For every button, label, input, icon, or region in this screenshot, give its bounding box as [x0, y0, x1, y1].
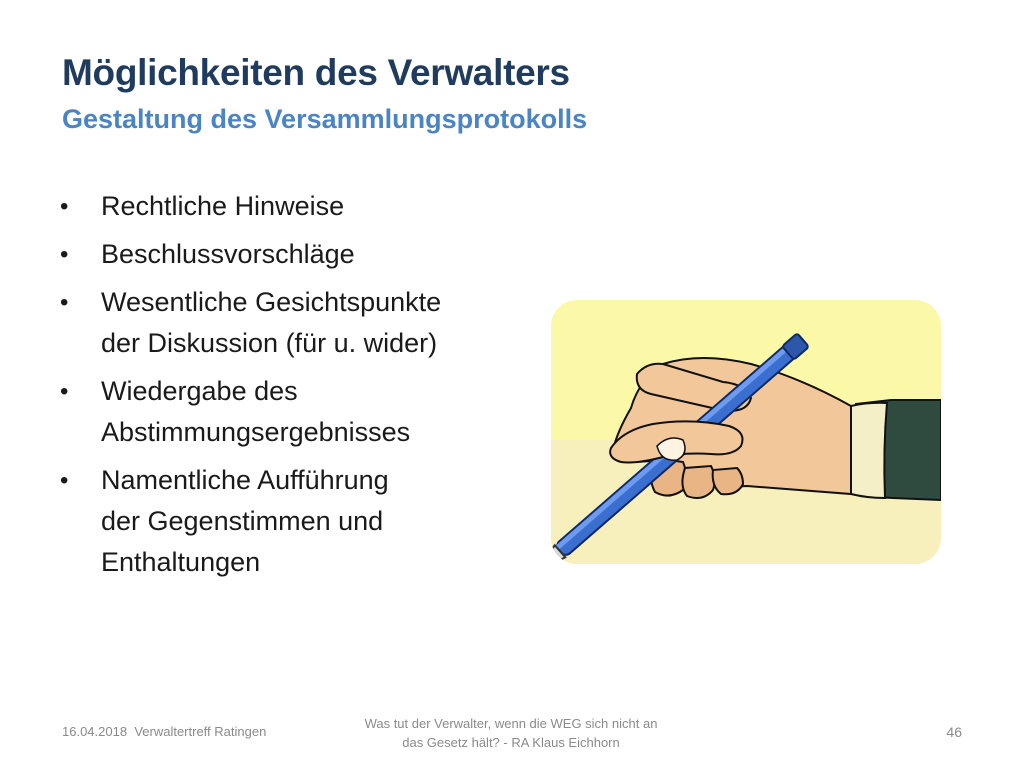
bullet-text: Rechtliche Hinweise: [101, 191, 345, 221]
bullet-dot-icon: •: [60, 241, 69, 268]
bullet-text: Enthaltungen: [101, 547, 261, 577]
bullet-dot-icon: •: [60, 289, 69, 316]
bullet-text: Wiedergabe des: [101, 376, 298, 406]
footer-date: 16.04.2018: [62, 724, 128, 739]
page-number: 46: [946, 724, 962, 740]
footer-event: Verwaltertreff Ratingen: [134, 724, 267, 739]
bullet-dot-icon: •: [60, 467, 69, 494]
bullet-text: der Gegenstimmen und: [101, 506, 384, 536]
bullet-text: Namentliche Aufführung: [101, 465, 389, 495]
bullet-dot-icon: •: [60, 193, 69, 220]
hand-writing-with-pen-icon: [551, 300, 941, 564]
bullet-text: Beschlussvorschläge: [101, 239, 355, 269]
bullet-text: der Diskussion (für u. wider): [101, 328, 438, 358]
footer-title-line: das Gesetz hält? - RA Klaus Eichhorn: [402, 735, 620, 750]
slide-title: Möglichkeiten des Verwalters: [62, 52, 570, 93]
bullet-item: [60, 282, 530, 364]
bullet-item: [60, 371, 530, 453]
footer-title: [340, 714, 682, 752]
bullet-list: [60, 186, 530, 590]
footer-date-event: [62, 724, 266, 739]
bullet-item: [60, 186, 530, 227]
slide-subtitle: Gestaltung des Versammlungsprotokolls: [62, 104, 588, 134]
footer-title-line: Was tut der Verwalter, wenn die WEG sich nicht an: [364, 716, 658, 731]
bullet-dot-icon: •: [60, 378, 69, 405]
bullet-item: [60, 460, 530, 583]
bullet-text: Abstimmungsergebnisses: [101, 417, 411, 447]
bullet-item: [60, 234, 530, 275]
bullet-text: Wesentliche Gesichtspunkte: [101, 287, 442, 317]
